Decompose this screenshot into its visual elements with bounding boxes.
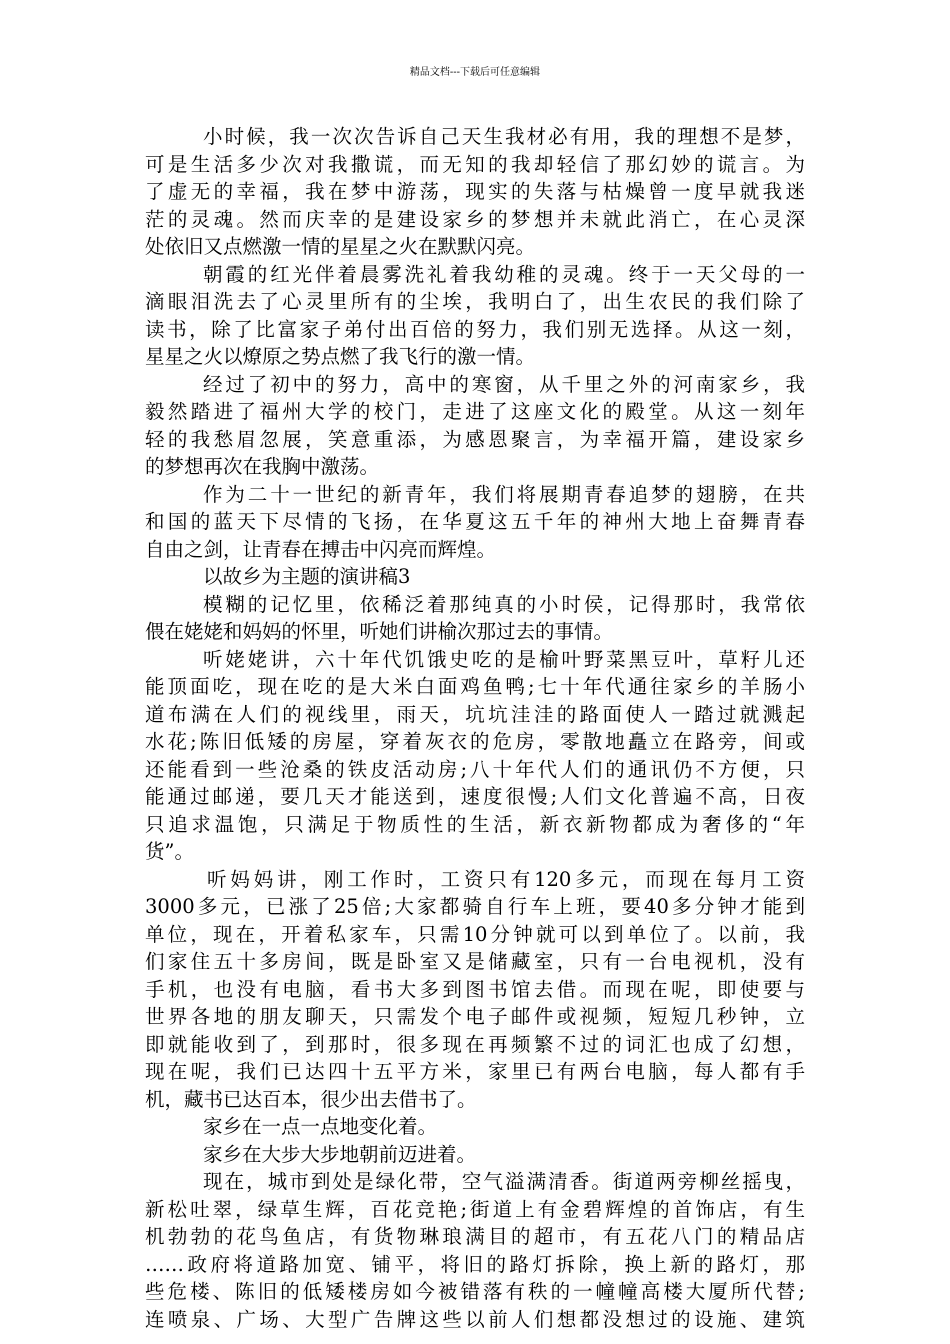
text-line: 朝霞的红光伴着晨雾洗礼着我幼稚的灵魂。终于一天父母的一 (203, 262, 805, 286)
text-line: 偎在姥姥和妈妈的怀里，听她们讲榆次那过去的事情。 (145, 620, 614, 643)
text-line: ……政府将道路加宽、铺平，将旧的路灯拆除，换上新的路灯，那 (145, 1252, 805, 1276)
text-line: 手机，也没有电脑，看书大多到图书馆去借。而现在呢，即使要与 (145, 977, 805, 1001)
text-line: 家乡在大步大步地朝前迈进着。 (203, 1142, 477, 1166)
text-line: 经过了初中的努力，高中的寒窗，从千里之外的河南家乡，我 (203, 372, 805, 396)
text-line: 听姥姥讲，六十年代饥饿史吃的是榆叶野菜黑豆叶，草籽儿还 (203, 647, 805, 671)
text-line: 道布满在人们的视线里，雨天，坑坑洼洼的路面使人一踏过就溅起 (145, 702, 805, 726)
text-line: 水花;陈旧低矮的房屋，穿着灰衣的危房，零散地矗立在路旁，间或 (145, 730, 805, 753)
text-line: 的梦想再次在我胸中激荡。 (145, 455, 380, 478)
text-line: 即就能收到了，到那时，很多现在再频繁不过的词汇也成了幻想， (145, 1032, 805, 1056)
text-line: 以故乡为主题的演讲稿3 (203, 565, 411, 588)
text-line: 听妈妈讲，刚工作时，工资只有120多元，而现在每月工资 (207, 867, 805, 891)
text-line: 些危楼、陈旧的低矮楼房如今被错落有秩的一幢幢高楼大厦所代替; (145, 1280, 805, 1303)
text-line: 能通过邮递，要几天才能送到，速度很慢;人们文化普遍不高，日夜 (145, 785, 805, 808)
text-line: 现在呢，我们已达四十五平方米，家里已有两台电脑，每人都有手 (145, 1060, 805, 1083)
text-line: 还能看到一些沧桑的铁皮活动房;八十年代人们的通讯仍不方便，只 (145, 757, 805, 781)
text-line: 们家住五十多房间，既是卧室又是储藏室，只有一台电视机，没有 (145, 950, 805, 973)
text-line: 家乡在一点一点地变化着。 (203, 1115, 438, 1138)
text-line: 单位，现在，开着私家车，只需10分钟就可以到单位了。以前，我 (145, 922, 805, 946)
text-line: 星星之火以燎原之势点燃了我飞行的激一情。 (145, 345, 536, 368)
text-line: 3000多元，已涨了25倍;大家都骑自行车上班，要40多分钟才能到 (145, 895, 805, 918)
text-line: 自由之剑，让青春在搏击中闪亮而辉煌。 (145, 537, 497, 561)
text-line: 可是生活多少次对我撒谎，而无知的我却轻信了那幻妙的谎言。为 (145, 152, 805, 176)
page-header: 精品文档---下载后可任意编辑 (409, 67, 541, 78)
text-line: 作为二十一世纪的新青年，我们将展期青春追梦的翅膀，在共 (203, 482, 805, 506)
text-line: 机，藏书已达百本，很少出去借书了。 (145, 1087, 477, 1111)
text-line: 现在，城市到处是绿化带，空气溢满清香。街道两旁柳丝摇曳， (203, 1170, 805, 1193)
text-line: 世界各地的朋友聊天，只需发个电子邮件或视频，短短几秒钟，立 (145, 1005, 805, 1028)
text-line: 轻的我愁眉忽展，笑意重添，为感恩聚言，为幸福开篇，建设家乡 (145, 427, 805, 451)
document-body (145, 123, 805, 1333)
text-line: 小时候，我一次次告诉自己天生我材必有用，我的理想不是梦， (203, 125, 805, 148)
text-line: 机勃勃的花鸟鱼店，有货物琳琅满目的超市，有五花八门的精品店 (145, 1225, 805, 1248)
text-line: 毅然踏进了福州大学的校门，走进了这座文化的殿堂。从这一刻年 (145, 400, 805, 423)
text-line: 了虚无的幸福，我在梦中游荡，现实的失落与枯燥曾一度早就我迷 (145, 180, 805, 203)
text-line: 处依旧又点燃激一情的星星之火在默默闪亮。 (145, 235, 536, 258)
text-line: 读书，除了比富家子弟付出百倍的努力，我们别无选择。从这一刻， (145, 317, 805, 341)
text-line: 能顶面吃，现在吃的是大米白面鸡鱼鸭;七十年代通往家乡的羊肠小 (145, 675, 805, 698)
text-line: 连喷泉、广场、大型广告牌这些以前人们想都没想过的设施、建筑 (145, 1307, 805, 1331)
text-line: 和国的蓝天下尽情的飞扬，在华夏这五千年的神州大地上奋舞青春 (145, 510, 805, 533)
text-line: 滴眼泪洗去了心灵里所有的尘埃，我明白了，出生农民的我们除了 (145, 290, 805, 313)
text-line: 只追求温饱，只满足于物质性的生活，新衣新物都成为奢侈的“年 (145, 812, 805, 836)
text-line: 茫的灵魂。然而庆幸的是建设家乡的梦想并未就此消亡，在心灵深 (145, 207, 805, 231)
text-line: 新松吐翠，绿草生辉，百花竞艳;街道上有金碧辉煌的首饰店，有生 (145, 1197, 805, 1221)
text-line: 货”。 (145, 840, 194, 863)
text-line: 模糊的记忆里，依稀泛着那纯真的小时侯，记得那时，我常依 (203, 592, 805, 616)
